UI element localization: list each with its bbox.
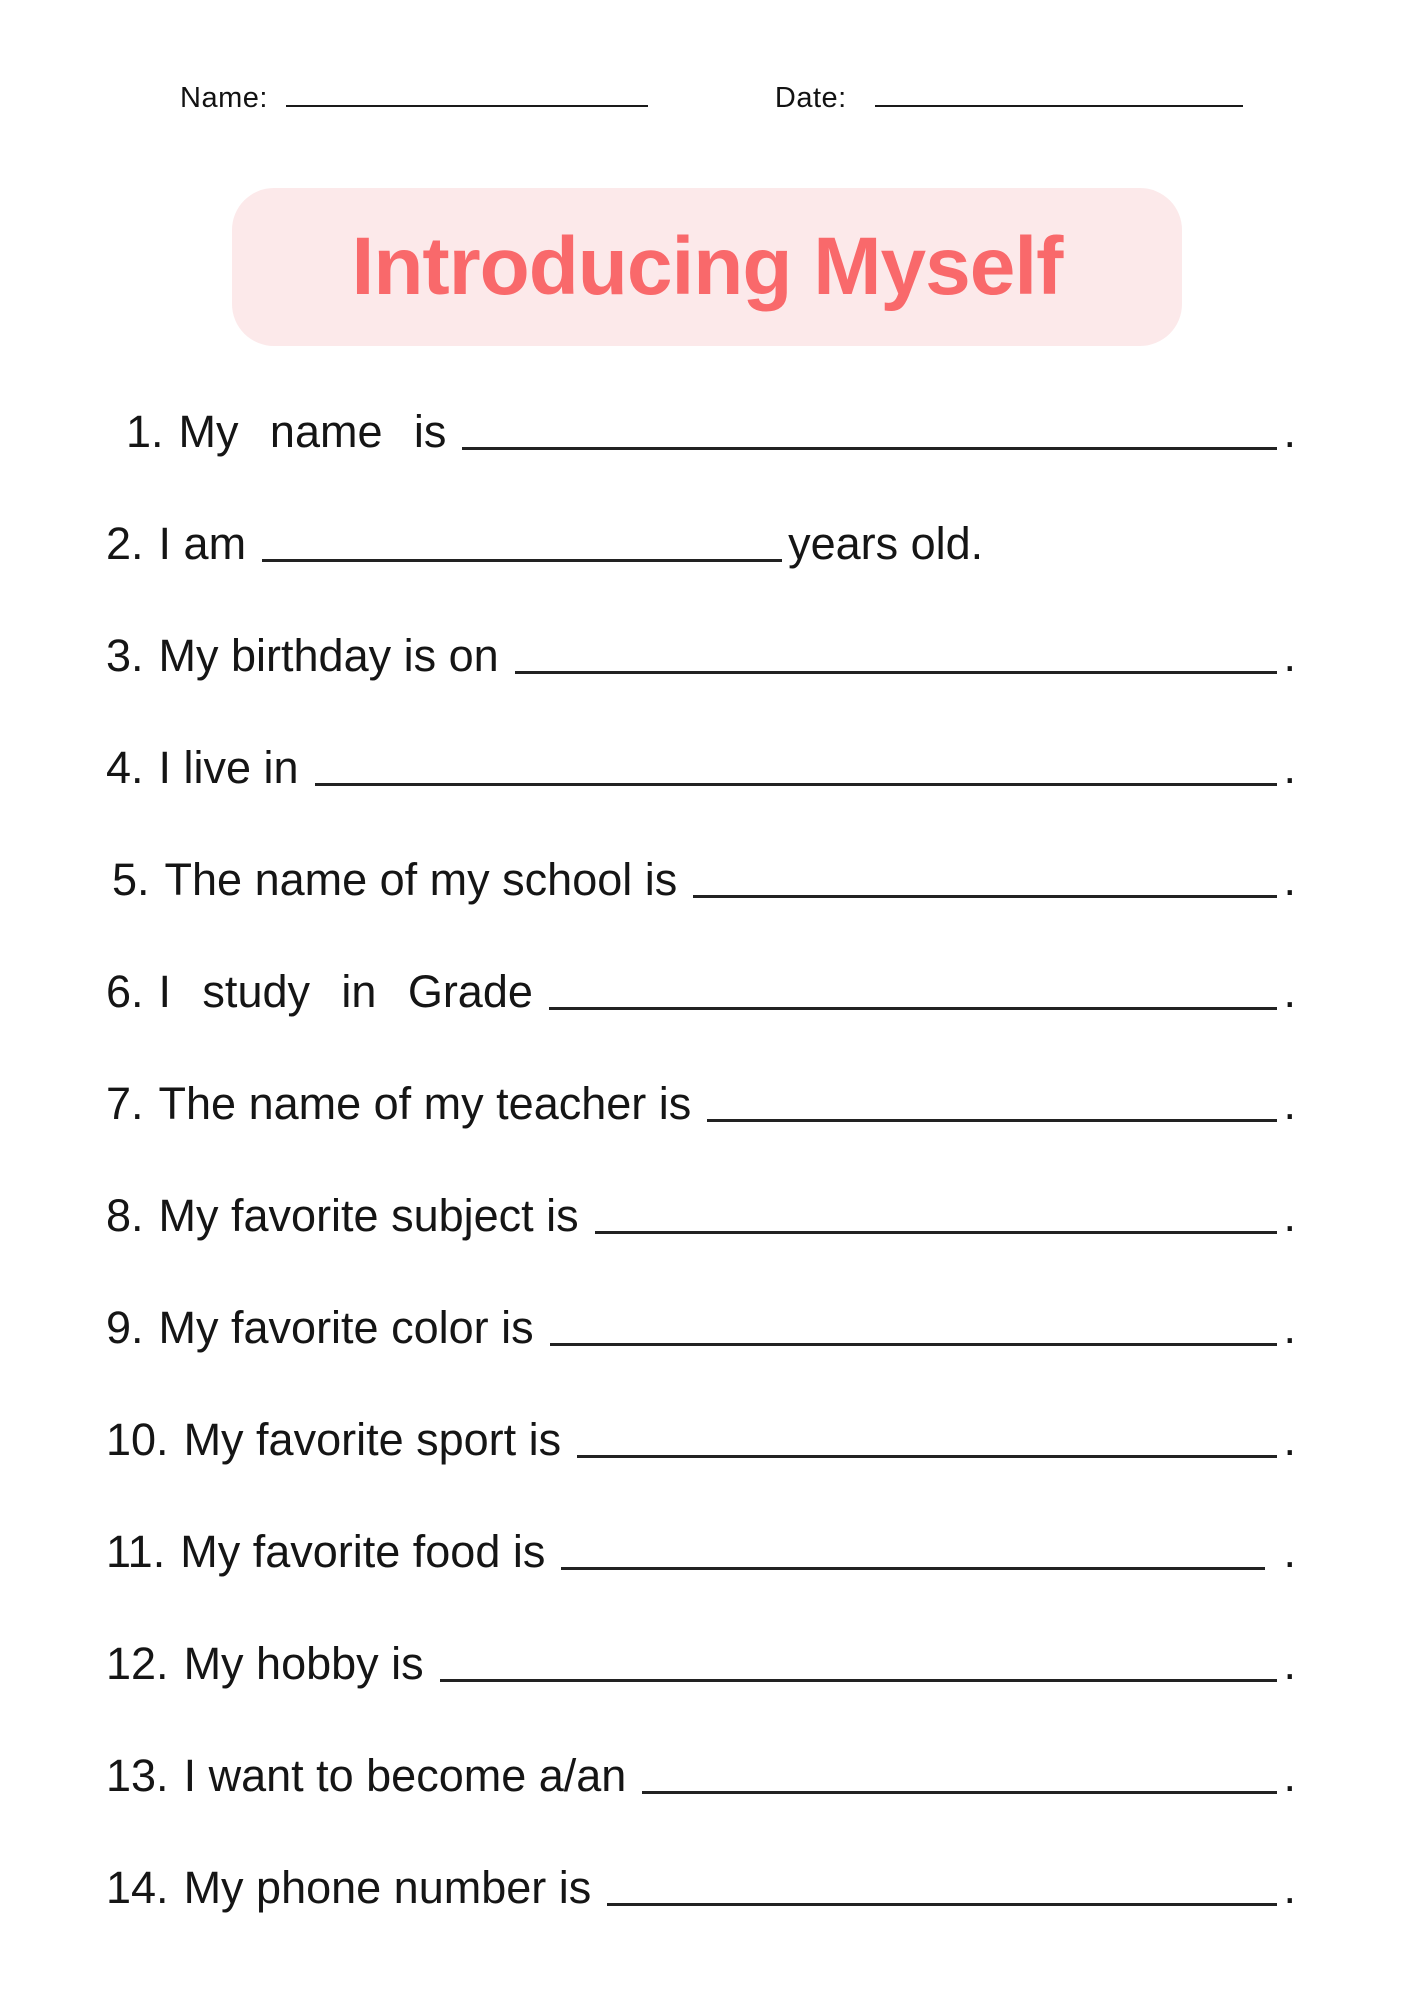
question-text: My hobby is bbox=[183, 1638, 424, 1689]
question-row bbox=[106, 1190, 1296, 1241]
question-number: 5. bbox=[112, 854, 150, 905]
question-number: 9. bbox=[106, 1302, 144, 1353]
date-input-line[interactable] bbox=[875, 104, 1243, 107]
question-list bbox=[106, 408, 1296, 1976]
answer-blank[interactable] bbox=[561, 1565, 1265, 1570]
question-row bbox=[106, 1862, 1296, 1913]
answer-blank[interactable] bbox=[462, 445, 1277, 450]
question-number: 13. bbox=[106, 1750, 169, 1801]
question-number: 12. bbox=[106, 1638, 169, 1689]
question-suffix: . bbox=[1283, 406, 1296, 457]
question-suffix: . bbox=[1283, 1078, 1296, 1129]
answer-blank[interactable] bbox=[707, 1117, 1277, 1122]
answer-blank[interactable] bbox=[693, 893, 1277, 898]
question-row bbox=[106, 1638, 1296, 1689]
question-suffix: . bbox=[1283, 1302, 1296, 1353]
date-field bbox=[775, 82, 1243, 115]
answer-blank[interactable] bbox=[549, 1005, 1278, 1010]
question-row bbox=[106, 1078, 1296, 1129]
question-suffix: . bbox=[1283, 1414, 1296, 1465]
question-row bbox=[106, 518, 1296, 569]
date-label: Date: bbox=[774, 82, 847, 114]
question-suffix: . bbox=[1283, 630, 1296, 681]
question-number: 4. bbox=[106, 742, 144, 793]
answer-blank[interactable] bbox=[262, 557, 782, 562]
question-text: My favorite food is bbox=[180, 1526, 546, 1577]
question-number: 1. bbox=[126, 406, 164, 457]
question-text: The name of my teacher is bbox=[158, 1078, 692, 1129]
page-title: Introducing Myself bbox=[351, 221, 1063, 312]
question-number: 3. bbox=[106, 630, 144, 681]
question-text: The name of my school is bbox=[164, 854, 678, 905]
answer-blank[interactable] bbox=[440, 1677, 1278, 1682]
name-field bbox=[180, 82, 648, 115]
question-row bbox=[106, 406, 1296, 457]
question-suffix: years old. bbox=[788, 518, 984, 569]
question-text: My favorite color is bbox=[158, 1302, 534, 1353]
header-row bbox=[180, 82, 1243, 115]
question-suffix: . bbox=[1270, 1526, 1296, 1577]
question-suffix: . bbox=[1283, 742, 1296, 793]
answer-blank[interactable] bbox=[315, 781, 1278, 786]
question-suffix: . bbox=[1283, 1638, 1296, 1689]
question-text: My favorite subject is bbox=[158, 1190, 579, 1241]
answer-blank[interactable] bbox=[550, 1341, 1278, 1346]
answer-blank[interactable] bbox=[515, 669, 1278, 674]
question-text: My favorite sport is bbox=[183, 1414, 562, 1465]
question-suffix: . bbox=[1283, 1750, 1296, 1801]
title-banner bbox=[232, 188, 1182, 346]
question-row bbox=[106, 854, 1296, 905]
answer-blank[interactable] bbox=[642, 1789, 1277, 1794]
question-text: My birthday is on bbox=[158, 630, 499, 681]
question-row bbox=[106, 1526, 1296, 1577]
question-text: I am bbox=[158, 518, 247, 569]
answer-blank[interactable] bbox=[577, 1453, 1277, 1458]
question-row bbox=[106, 1414, 1296, 1465]
question-number: 11. bbox=[106, 1526, 166, 1577]
question-text: My phone number is bbox=[183, 1862, 592, 1913]
question-row bbox=[106, 966, 1296, 1017]
question-text: I study in Grade bbox=[158, 966, 533, 1017]
question-number: 8. bbox=[106, 1190, 144, 1241]
name-input-line[interactable] bbox=[286, 104, 648, 107]
question-number: 2. bbox=[106, 518, 144, 569]
question-row bbox=[106, 742, 1296, 793]
question-text: My name is bbox=[178, 406, 447, 457]
question-number: 7. bbox=[106, 1078, 144, 1129]
question-number: 6. bbox=[106, 966, 144, 1017]
question-row bbox=[106, 1750, 1296, 1801]
question-row bbox=[106, 630, 1296, 681]
question-suffix: . bbox=[1283, 966, 1296, 1017]
question-number: 14. bbox=[106, 1862, 169, 1913]
question-text: I live in bbox=[158, 742, 299, 793]
answer-blank[interactable] bbox=[595, 1229, 1278, 1234]
question-number: 10. bbox=[106, 1414, 169, 1465]
name-label: Name: bbox=[180, 82, 268, 114]
question-row bbox=[106, 1302, 1296, 1353]
answer-blank[interactable] bbox=[607, 1901, 1277, 1906]
question-text: I want to become a/an bbox=[183, 1750, 627, 1801]
question-suffix: . bbox=[1283, 1862, 1296, 1913]
question-suffix: . bbox=[1283, 854, 1296, 905]
question-suffix: . bbox=[1283, 1190, 1296, 1241]
